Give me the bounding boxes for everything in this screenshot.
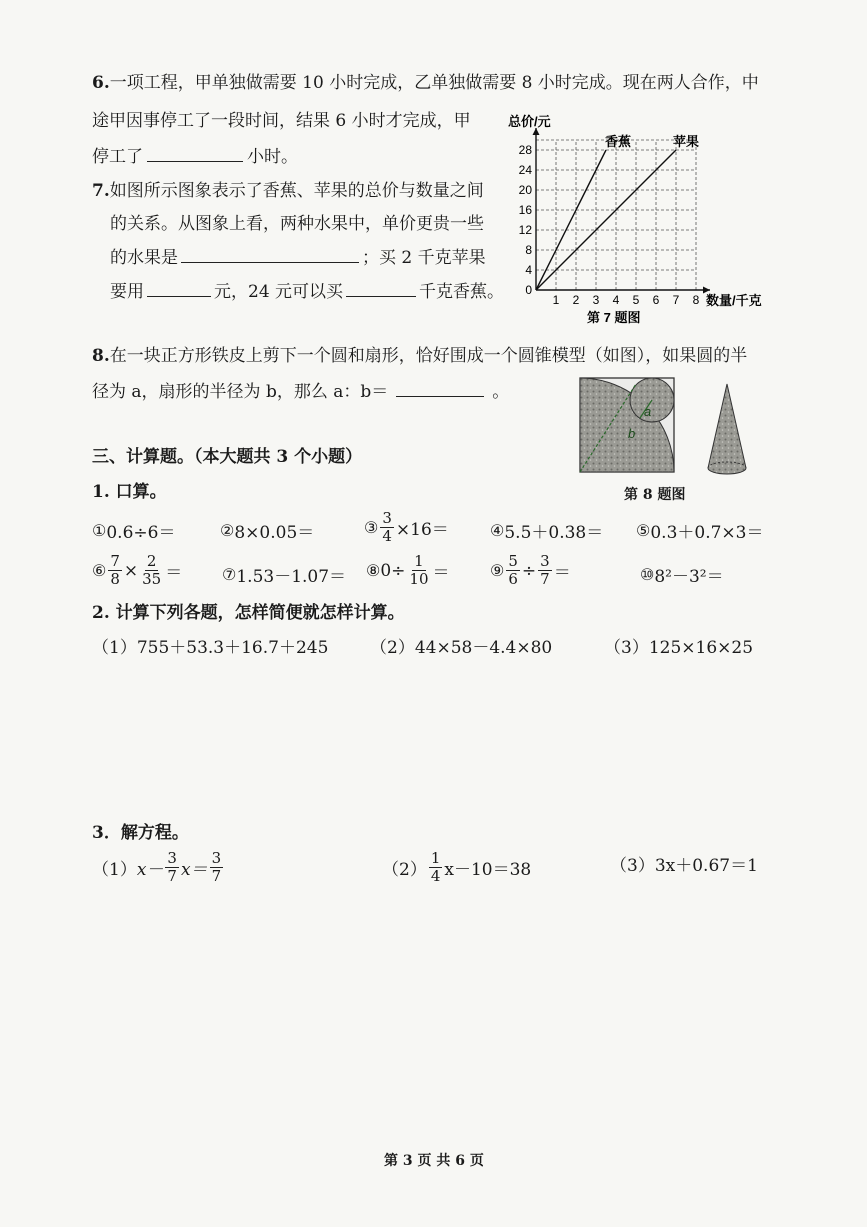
y-tick-label: 28 — [518, 143, 532, 157]
chart-x-axis-label: 数量/千克 — [706, 293, 762, 308]
frac-num: 7 — [110, 552, 120, 570]
item-expr: 8×0.05＝ — [234, 523, 315, 543]
chart-y-axis-label: 总价/元 — [508, 114, 551, 129]
frac-den: 8 — [110, 570, 120, 588]
item-expr: 0.3＋0.7×3＝ — [650, 523, 764, 543]
x-tick-label: 5 — [632, 293, 640, 307]
q7-answer2-blank[interactable] — [147, 280, 211, 297]
cone-shape — [708, 384, 746, 474]
fraction — [380, 510, 394, 545]
chart-title: 第 7 题图 — [587, 310, 641, 325]
y-tick-label: 12 — [518, 223, 532, 237]
item-op: × — [123, 560, 139, 581]
x-tick-label: 7 — [672, 293, 680, 307]
p2-item-1: （1）755＋53.3＋16.7＋245 — [92, 638, 329, 658]
series-label: 苹果 — [672, 134, 700, 149]
y-tick-label: 4 — [525, 263, 532, 277]
item-op: ÷ — [521, 560, 537, 581]
q6-text3a: 停工了 — [92, 147, 143, 167]
fraction — [538, 553, 552, 588]
x-tick-label: 2 — [572, 293, 580, 307]
calc-item-8 — [366, 553, 450, 588]
q8-answer-blank[interactable] — [396, 380, 484, 397]
series-label: 香蕉 — [604, 134, 632, 149]
item-expr: ×16＝ — [395, 520, 449, 540]
y-tick-label: 16 — [518, 203, 532, 217]
series-line-banana — [536, 150, 606, 290]
x-tick-label: 4 — [612, 293, 620, 307]
q6-answer-blank[interactable] — [147, 145, 243, 162]
q8-number: 8. — [92, 346, 110, 366]
item-mark: ⑦ — [222, 565, 237, 584]
frac-num: 3 — [540, 552, 550, 570]
q8-text1: 在一块正方形铁皮上剪下一个圆和扇形，恰好围成一个圆锥模型（如图），如果圆的半 — [109, 346, 748, 366]
item-expr: 0.6÷6＝ — [106, 523, 176, 543]
x-tick-label: 6 — [652, 293, 660, 307]
q7-text1: 如图所示图象表示了香蕉、苹果的总价与数量之间 — [109, 181, 484, 201]
chart-series — [536, 134, 699, 290]
y-tick-label: 24 — [518, 163, 532, 177]
eq-part: x－10＝38 — [444, 860, 532, 880]
chart-ticks — [519, 143, 700, 307]
eq-label: （2） — [382, 860, 427, 880]
equation-3: （3）3x＋0.67＝1 — [610, 856, 758, 876]
frac-den: 7 — [167, 867, 177, 885]
eq-part: x＝ — [180, 860, 208, 880]
fraction — [140, 553, 163, 588]
frac-num: 1 — [430, 849, 441, 867]
item-expr: ＝ — [553, 563, 571, 583]
frac-num: 2 — [146, 552, 157, 570]
frac-den: 6 — [508, 570, 518, 588]
q7-line4 — [110, 280, 504, 303]
frac-num: 1 — [414, 552, 424, 570]
p2-title: 2. 计算下列各题，怎样简便就怎样计算。 — [92, 603, 405, 623]
item-mark: ② — [220, 521, 235, 540]
calc-item-9 — [490, 553, 571, 588]
q7-number: 7. — [92, 181, 110, 201]
calc-item-2 — [220, 518, 314, 543]
calc-item-7 — [222, 562, 346, 587]
q7-line2: 的关系。从图象上看，两种水果中，单价更贵一些 — [110, 214, 484, 234]
q6-line3 — [92, 145, 298, 168]
q7-answer1-blank[interactable] — [181, 246, 359, 263]
calc-item-10 — [640, 562, 724, 587]
item-expr: ＝ — [432, 563, 450, 583]
q6-line2: 途甲因事停工了一段时间，结果 6 小时才完成，甲 — [92, 111, 471, 131]
fraction — [407, 553, 430, 588]
q7-answer3-blank[interactable] — [346, 280, 416, 297]
item-expr: 5.5＋0.38＝ — [504, 523, 604, 543]
item-mark: ⑤ — [636, 521, 651, 540]
x-tick-label: 1 — [552, 293, 560, 307]
frac-den: 10 — [409, 570, 429, 588]
frac-num: 3 — [211, 849, 222, 867]
q7-text3b: ；买 2 千克苹果 — [362, 248, 486, 268]
fraction — [506, 553, 520, 588]
calc-item-1 — [92, 518, 175, 543]
item-mark: ① — [92, 521, 107, 540]
q6-text3b: 小时。 — [247, 147, 298, 167]
frac-num: 3 — [382, 509, 392, 527]
series-line-apple — [536, 150, 676, 290]
item-expr: 8²－3²＝ — [654, 567, 724, 587]
q7-text4a: 要用 — [110, 282, 144, 302]
q8-text2b: 。 — [492, 382, 510, 402]
label-b: b — [628, 426, 636, 441]
calc-item-5 — [636, 518, 763, 543]
item-mark: ⑨ — [490, 561, 505, 580]
frac-num: 3 — [167, 849, 177, 867]
q8-caption: 第 8 题图 — [624, 487, 686, 503]
q8-text2a: 径为 a，扇形的半径为 b，那么 a：b＝ — [92, 382, 389, 402]
item-expr: ＝ — [165, 563, 183, 583]
equation-1 — [92, 850, 225, 885]
item-mark: ③ — [364, 518, 379, 537]
section3-title: 三、计算题。（本大题共 3 个小题） — [92, 447, 363, 467]
frac-den: 4 — [382, 527, 392, 545]
q7-line1 — [92, 180, 484, 202]
frac-den: 35 — [142, 570, 162, 588]
p2-item-2: （2）44×58－4.4×80 — [370, 638, 553, 658]
fraction — [429, 850, 443, 885]
q8-figure — [574, 372, 754, 500]
q7-line3 — [110, 246, 486, 269]
q8-line2 — [92, 380, 509, 403]
fraction — [210, 850, 224, 885]
q6-number: 6. — [92, 73, 110, 93]
fraction — [165, 850, 179, 885]
q8-line1 — [92, 345, 747, 367]
q7-text3a: 的水果是 — [110, 248, 178, 268]
item-mark: ⑩ — [640, 565, 655, 584]
calc-item-3 — [364, 510, 449, 545]
p1-title: 1. 口算。 — [92, 482, 167, 502]
label-a: a — [644, 404, 652, 419]
equation-2 — [382, 850, 531, 885]
item-expr: 0÷ — [380, 560, 406, 581]
q6-line1 — [92, 72, 759, 94]
q6-text1: 一项工程，甲单独做需要 10 小时完成，乙单独做需要 8 小时完成。现在两人合作，中 — [109, 73, 759, 93]
page-footer: 第 3 页 共 6 页 — [384, 1153, 484, 1169]
chart-axes — [533, 128, 711, 294]
item-mark: ④ — [490, 521, 505, 540]
q7-text4b: 元，24 元可以买 — [214, 282, 344, 302]
item-expr: 1.53－1.07＝ — [236, 567, 347, 587]
frac-den: 7 — [211, 867, 222, 885]
chart-grid — [536, 140, 696, 290]
y-tick-label: 8 — [525, 243, 532, 257]
p2-item-3: （3）125×16×25 — [604, 638, 754, 658]
p3-title: 3．解方程。 — [92, 823, 189, 843]
item-mark: ⑥ — [92, 561, 107, 580]
frac-num: 5 — [508, 552, 518, 570]
origin-label: 0 — [525, 283, 532, 297]
x-tick-label: 8 — [692, 293, 700, 307]
calc-item-4 — [490, 518, 603, 543]
q7-text4c: 千克香蕉。 — [419, 282, 505, 302]
y-tick-label: 20 — [518, 183, 532, 197]
calc-item-6 — [92, 553, 182, 588]
eq-part: x－ — [136, 860, 164, 880]
item-mark: ⑧ — [366, 561, 381, 580]
x-tick-label: 3 — [592, 293, 600, 307]
q7-chart — [500, 106, 800, 334]
y-axis-arrow — [533, 128, 540, 135]
eq-label: （1） — [92, 860, 137, 880]
frac-den: 7 — [540, 570, 550, 588]
fraction — [108, 553, 122, 588]
frac-den: 4 — [430, 867, 441, 885]
